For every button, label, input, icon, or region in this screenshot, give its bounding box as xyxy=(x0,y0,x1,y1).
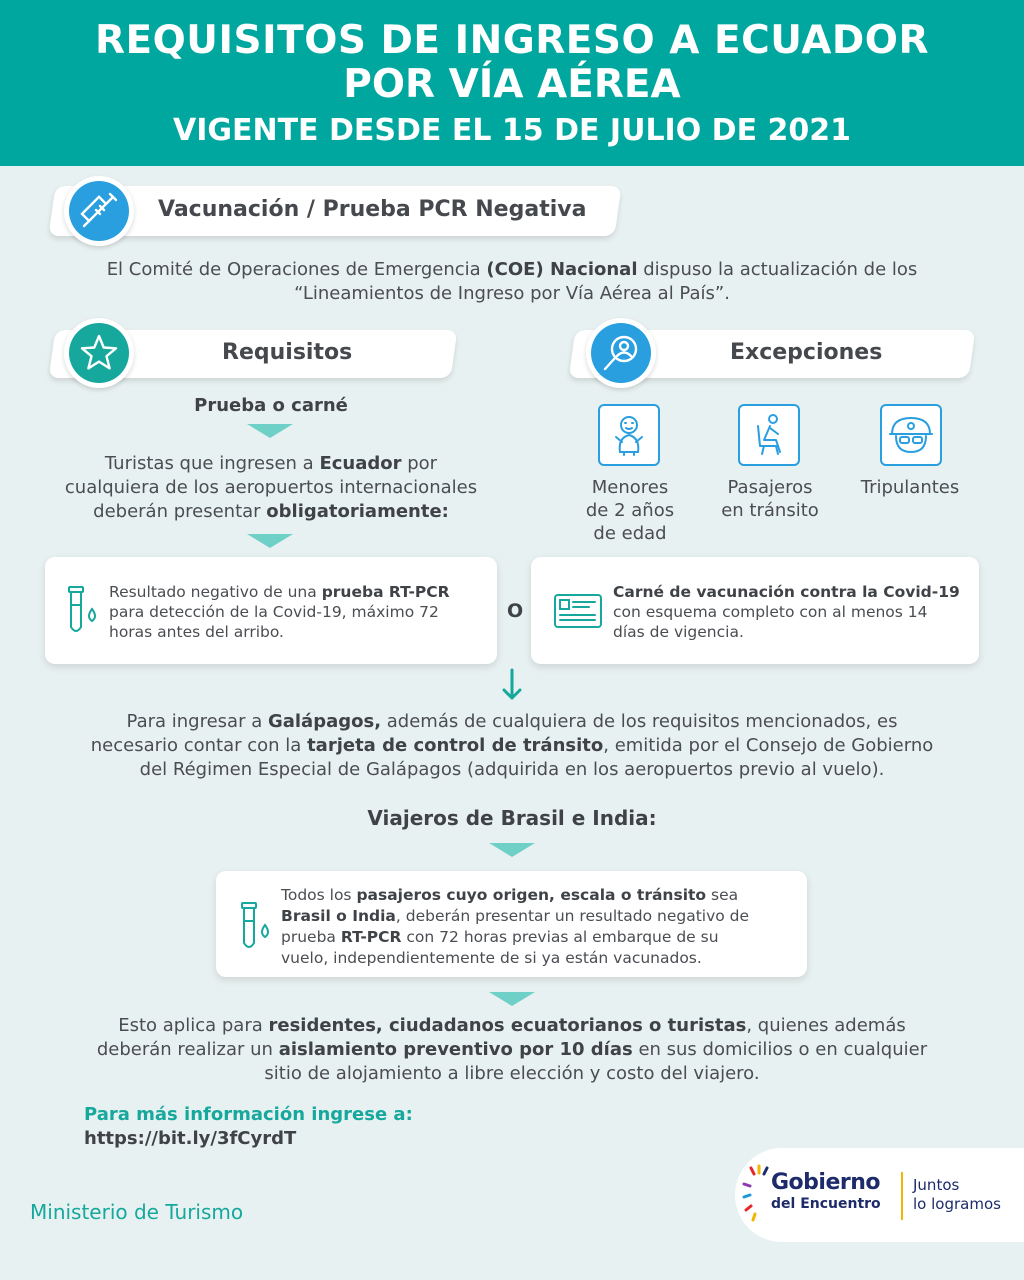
baby-icon xyxy=(598,404,660,466)
pilot-icon xyxy=(880,404,942,466)
requisitos-title: Requisitos xyxy=(222,340,353,365)
coe-intro: El Comité de Operaciones de Emergencia (COE) Nacional dispuso la actualización de los “Lineamientos de Ingreso por Vía Aérea al País”. xyxy=(106,259,918,304)
galapagos-text: Para ingresar a Galápagos, además de cualquiera de los requisitos mencionados, es necesario contar con la tarjeta de control de tránsito, emitida por el Consejo de Gobierno del Régimen Especial de Galápagos (adquirida en los aeropuertos previo al vuelo). xyxy=(90,711,934,780)
requisitos-subtitle: Prueba o carné xyxy=(194,395,348,416)
slogan-line1: Juntos xyxy=(913,1176,960,1194)
header-banner xyxy=(0,0,1024,166)
card-brasil-india-text: Todos los pasajeros cuyo origen, escala o tránsito sea Brasil o India, deberán presentar un resultado negativo de prueba RT-PCR con 72 horas previas al embarque de su vuelo, independientemente de si ya están vacunados. xyxy=(281,886,750,967)
test-tube-icon xyxy=(65,585,101,637)
card-vacuna xyxy=(531,557,979,664)
exception-transit: Pasajeros en tránsito xyxy=(721,477,819,521)
seated-passenger-icon xyxy=(738,404,800,466)
more-info-link[interactable]: https://bit.ly/3fCyrdT xyxy=(84,1128,297,1149)
exception-crew: Tripulantes xyxy=(860,477,960,498)
test-tube-icon xyxy=(238,901,274,953)
brasil-india-title: Viajeros de Brasil e India: xyxy=(367,806,657,830)
more-info-label: Para más información ingrese a: xyxy=(84,1104,413,1125)
requisitos-text: Turistas que ingresen a Ecuador por cualquiera de los aeropuertos internacionales deberán presentar obligatoriamente: xyxy=(64,453,478,522)
star-icon xyxy=(64,318,134,388)
magnifier-person-icon xyxy=(586,318,656,388)
card-brasil-india xyxy=(216,871,807,977)
page-subtitle: VIGENTE DESDE EL 15 DE JULIO DE 2021 xyxy=(172,113,852,148)
arrow-down-marker xyxy=(489,843,535,857)
excepciones-title: Excepciones xyxy=(730,340,883,365)
slogan-line2: lo logramos xyxy=(913,1195,1001,1213)
page-title-line2: POR VÍA AÉREA xyxy=(343,62,681,107)
gobierno-name: Gobierno xyxy=(771,1170,881,1195)
vaccination-card-icon xyxy=(553,593,603,629)
or-label: O xyxy=(507,600,524,622)
arrow-down-marker xyxy=(247,424,293,438)
section-vacuna-title: Vacunación / Prueba PCR Negativa xyxy=(158,197,587,222)
arrow-down-marker xyxy=(247,534,293,548)
card-vacuna-text: Carné de vacunación contra la Covid-19 con esquema completo con al menos 14 días de vigencia. xyxy=(613,583,960,641)
card-pcr-text: Resultado negativo de una prueba RT-PCR para detección de la Covid-19, máximo 72 horas antes del arribo. xyxy=(109,583,450,641)
logo-divider xyxy=(901,1172,903,1220)
gobierno-sub: del Encuentro xyxy=(771,1196,881,1212)
exception-minors: Menores de 2 años de edad xyxy=(585,477,675,544)
page-title-line1: REQUISITOS DE INGRESO A ECUADOR xyxy=(94,18,929,63)
arrow-down-marker xyxy=(489,992,535,1006)
syringe-icon xyxy=(64,176,134,246)
card-pcr xyxy=(45,557,497,664)
aplica-text: Esto aplica para residentes, ciudadanos ecuatorianos o turistas, quienes además deberán realizar un aislamiento preventivo por 10 días en sus domicilios o en cualquier sitio de alojamiento a libre elección y costo del viajero. xyxy=(96,1015,928,1084)
arrow-down-icon xyxy=(500,668,524,702)
gobierno-logo-badge xyxy=(735,1148,1024,1242)
ministry-label: Ministerio de Turismo xyxy=(30,1200,244,1224)
